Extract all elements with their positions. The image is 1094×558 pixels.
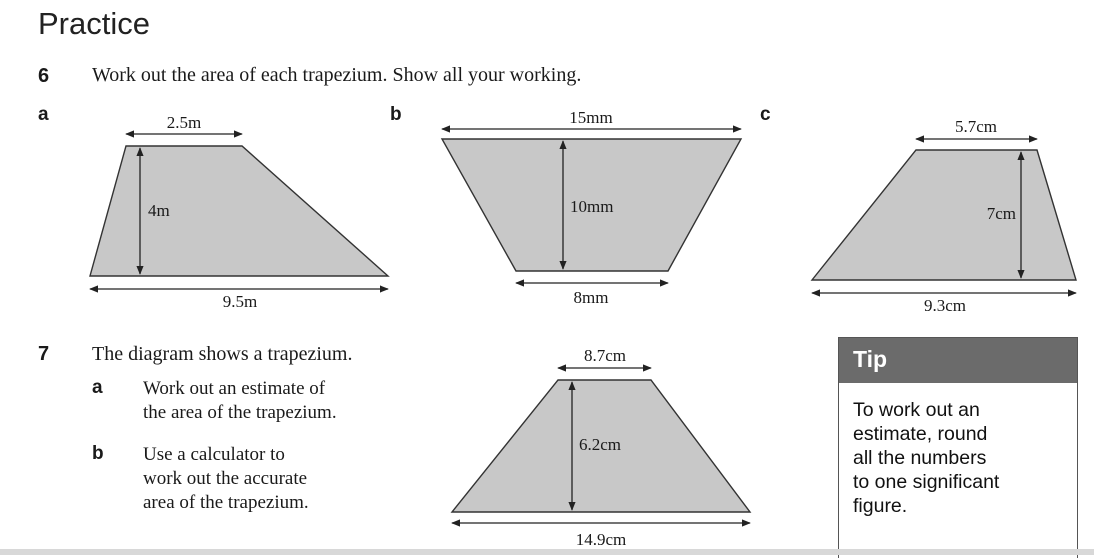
q7-part-a-text: Work out an estimate of the area of the trapezium.	[143, 378, 337, 423]
trapezium-a-top-label: 2.5m	[166, 113, 202, 132]
question-7-text: The diagram shows a trapezium.	[92, 343, 353, 365]
tip-text: To work out an estimate, round all the numbers to one significant figure.	[853, 399, 1000, 517]
tip-box	[838, 337, 1078, 558]
tip-title: Tip	[853, 346, 888, 372]
part-b-label: b	[390, 104, 402, 125]
trapezium-b-bottom-label: 8mm	[573, 288, 609, 307]
q7-part-a-label: a	[92, 377, 103, 398]
q7-part-b-label: b	[92, 443, 104, 464]
trapezium-a-height-label: 4m	[148, 201, 170, 220]
trapezium-c-top-label: 5.7cm	[954, 117, 998, 136]
question-6-number: 6	[38, 65, 50, 87]
trapezium-c	[812, 117, 1076, 315]
trapezium-a	[90, 113, 388, 311]
trapezium-c-shape	[812, 150, 1076, 280]
question-7-number: 7	[38, 343, 50, 365]
bottom-edge	[0, 549, 1094, 555]
part-a-label: a	[38, 104, 49, 125]
trapezium-b	[442, 108, 741, 307]
part-c-label: c	[760, 104, 771, 125]
trapezium-q7	[452, 346, 750, 549]
trapezium-q7-height-label: 6.2cm	[579, 435, 622, 454]
trapezium-c-bottom-label: 9.3cm	[923, 296, 967, 315]
trapezium-q7-top-label: 8.7cm	[583, 346, 627, 365]
question-6-text: Work out the area of each trapezium. Show all your working.	[92, 64, 582, 86]
trapezium-b-height-label: 10mm	[570, 197, 614, 216]
trapezium-b-top-label: 15mm	[569, 108, 613, 127]
trapezium-c-height-label: 7cm	[986, 204, 1016, 223]
page-title: Practice	[38, 6, 150, 41]
trapezium-a-bottom-label: 9.5m	[222, 292, 258, 311]
tip-header	[839, 338, 1077, 383]
trapezium-a-shape	[90, 146, 388, 276]
trapezium-q7-bottom-label: 14.9cm	[575, 530, 627, 549]
q7-part-b-text: Use a calculator to work out the accurate area of the trapezium.	[143, 444, 309, 513]
